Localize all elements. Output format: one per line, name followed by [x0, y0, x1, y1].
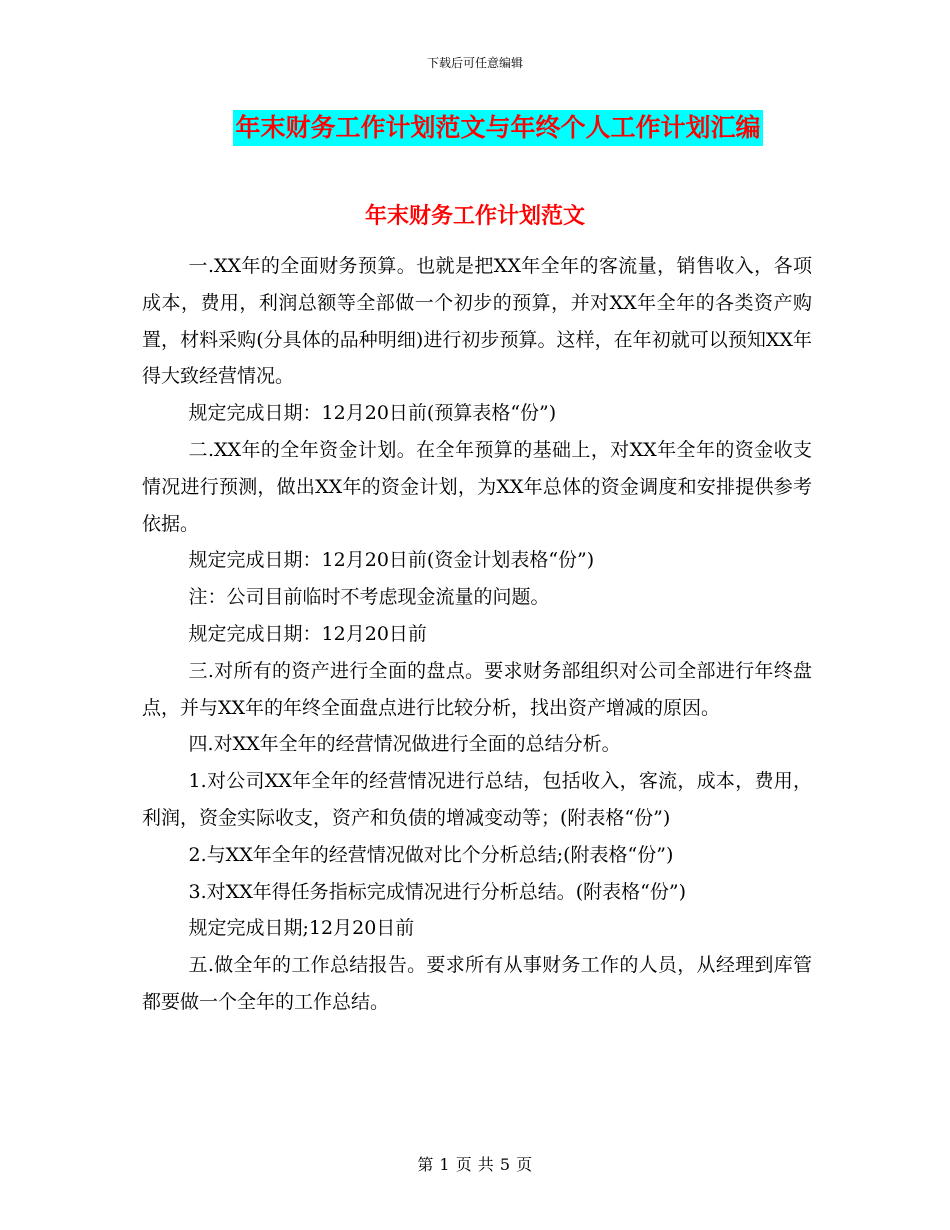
- paragraph: 1.对公司XX年全年的经营情况进行总结，包括收入，客流，成本，费用，利润，资金实际收支，资产和负债的增减变动等；(附表格“份”): [142, 770, 812, 829]
- paragraph: 四.对XX年全年的经营情况做进行全面的总结分析。: [188, 733, 621, 756]
- paragraph: 规定完成日期：12月20日前: [188, 622, 427, 645]
- paragraph: 一.XX年的全面财务预算。也就是把XX年全年的客流量，销售收入，各项成本，费用，利润总额等全部做一个初步的预算，并对XX年全年的各类资产购置，材料采购(分具体的品种明细)进行初步预算。这样，在年初就可以预知XX年得大致经营情况。: [142, 255, 812, 388]
- document-title: 年末财务工作计划范文与年终个人工作计划汇编: [233, 110, 762, 146]
- paragraph: 规定完成日期;12月20日前: [188, 917, 415, 940]
- document-body: [142, 248, 812, 1021]
- paragraph: 三.对所有的资产进行全面的盘点。要求财务部组织对公司全部进行年终盘点，并与XX年的年终全面盘点进行比较分析，找出资产增减的原因。: [142, 659, 812, 719]
- paragraph: 五.做全年的工作总结报告。要求所有从事财务工作的人员，从经理到库管都要做一个全年的工作总结。: [142, 954, 812, 1013]
- header-note: 下载后可任意编辑: [426, 56, 523, 70]
- paragraph: 2.与XX年全年的经营情况做对比个分析总结;(附表格“份”): [188, 843, 674, 866]
- document-title-container: [0, 110, 950, 146]
- section-title: 年末财务工作计划范文: [364, 204, 585, 229]
- paragraph: 3.对XX年得任务指标完成情况进行分析总结。(附表格“份”): [188, 880, 686, 903]
- paragraph: 规定完成日期：12月20日前(预算表格“份”): [188, 402, 557, 425]
- page-number-footer: 第 1 页 共 5 页: [417, 1155, 533, 1174]
- paragraph: 注：公司目前临时不考虑现金流量的问题。: [188, 586, 550, 609]
- paragraph: 二.XX年的全年资金计划。在全年预算的基础上，对XX年全年的资金收支情况进行预测，做出XX年的资金计划，为XX年总体的资金调度和安排提供参考依据。: [142, 438, 812, 535]
- paragraph: 规定完成日期：12月20日前(资金计划表格“份”): [188, 549, 595, 572]
